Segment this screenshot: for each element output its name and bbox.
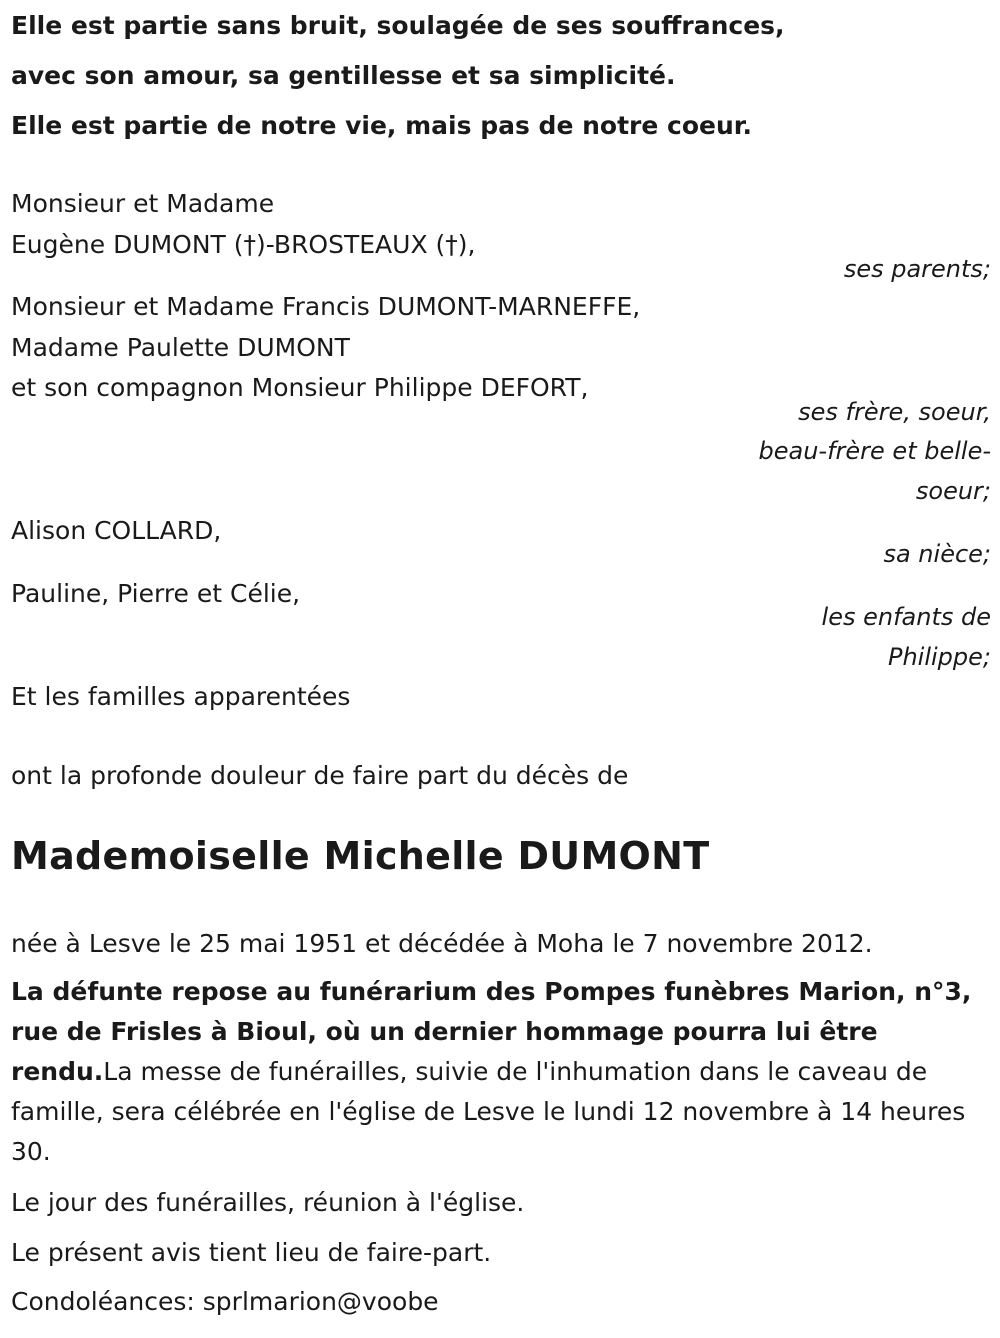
children-role-1: les enfants de xyxy=(821,603,991,631)
funeral-paragraph xyxy=(11,972,986,1172)
parents-line-2: Eugène DUMONT (†)-BROSTEAUX (†), xyxy=(11,230,476,259)
niece-role: sa nièce; xyxy=(883,540,991,568)
children-line: Pauline, Pierre et Célie, xyxy=(11,579,301,608)
deceased-name: Mademoiselle Michelle DUMONT xyxy=(11,834,710,878)
relatives-line: Et les familles apparentées xyxy=(11,682,351,711)
funeral-normal-text: La messe de funérailles, suivie de l'inhumation dans le caveau de famille, sera célébrée en l'église de Lesve le lundi 12 novembre à 14 heures 30. xyxy=(11,1057,966,1166)
parents-line-1: Monsieur et Madame xyxy=(11,189,275,218)
siblings-role-1: ses frère, soeur, xyxy=(798,398,991,426)
condolences-line: Condoléances: sprlmarion@voobe xyxy=(11,1287,439,1316)
notice-line: Le présent avis tient lieu de faire-part. xyxy=(11,1238,492,1267)
siblings-line-3: et son compagnon Monsieur Philippe DEFORT, xyxy=(11,373,589,402)
funeral-bold-text: La défunte repose au funérarium des Pompes funèbres Marion, n°3, rue de Frisles à Bioul, où un dernier hommage pourra lui être rendu. xyxy=(11,977,972,1086)
meeting-line: Le jour des funérailles, réunion à l'église. xyxy=(11,1188,525,1217)
parents-role: ses parents; xyxy=(843,255,991,283)
niece-line: Alison COLLARD, xyxy=(11,516,222,545)
birth-death-dates: née à Lesve le 25 mai 1951 et décédée à Moha le 7 novembre 2012. xyxy=(11,929,873,958)
intro-line-2: avec son amour, sa gentillesse et sa simplicité. xyxy=(11,61,676,90)
siblings-role-3: soeur; xyxy=(915,477,991,505)
intro-line-1: Elle est partie sans bruit, soulagée de ses souffrances, xyxy=(11,11,785,40)
intro-line-3: Elle est partie de notre vie, mais pas de notre coeur. xyxy=(11,111,753,140)
siblings-role-2: beau-frère et belle- xyxy=(758,437,991,465)
children-role-2: Philippe; xyxy=(887,643,991,671)
siblings-line-1: Monsieur et Madame Francis DUMONT-MARNEFFE, xyxy=(11,292,641,321)
announcement: ont la profonde douleur de faire part du décès de xyxy=(11,761,629,790)
siblings-line-2: Madame Paulette DUMONT xyxy=(11,333,350,362)
